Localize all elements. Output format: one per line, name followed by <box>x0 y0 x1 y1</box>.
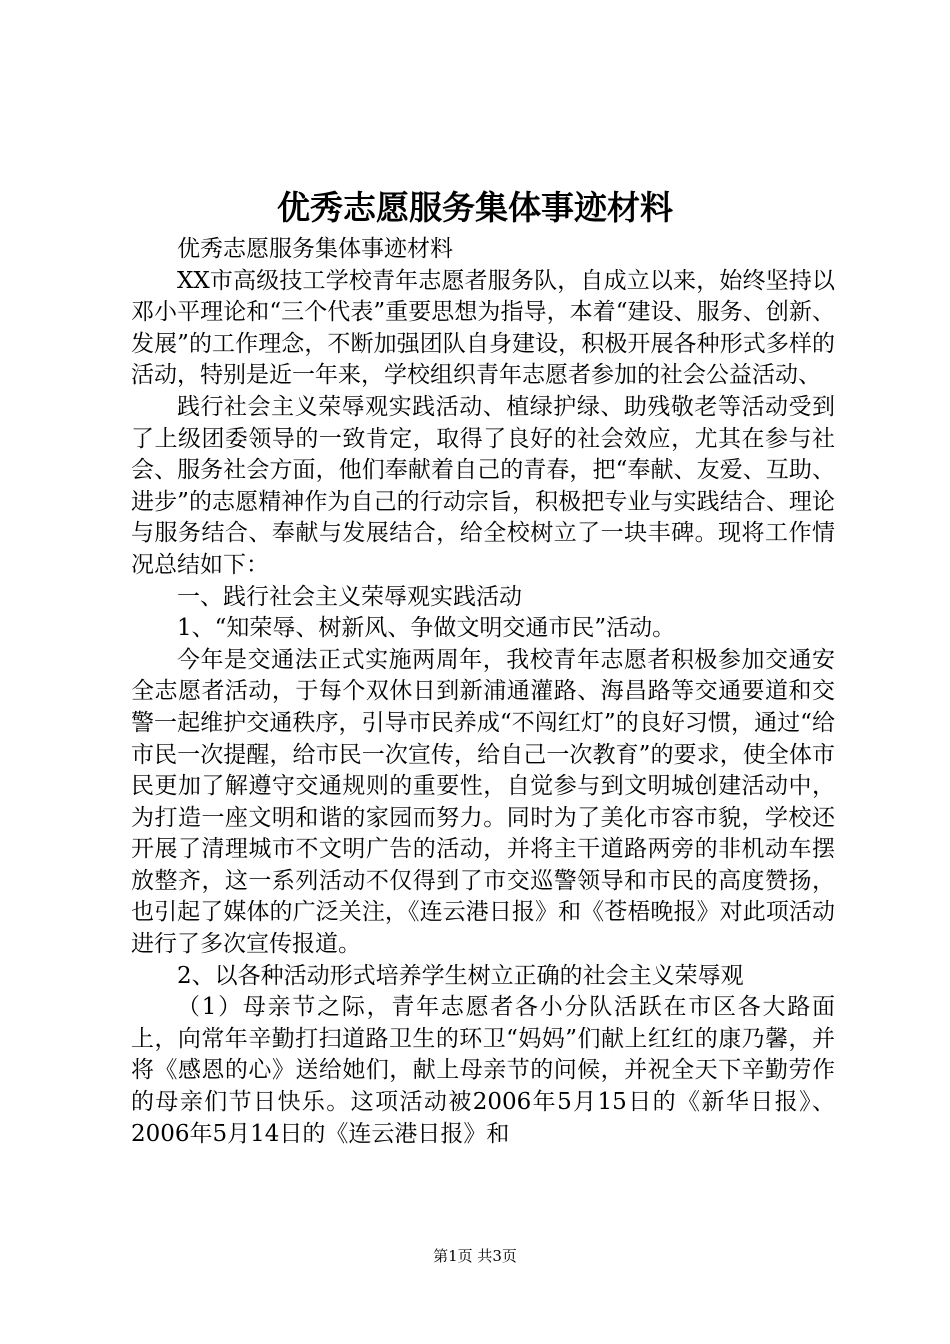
paragraph-mothers-day: （1）母亲节之际，青年志愿者各小分队活跃在市区各大路面上，向常年辛勤打扫道路卫生的环卫“妈妈”们献上红红的康乃馨，并将《感恩的心》送给她们，献上母亲节的问候，并祝全天下辛勤劳作的母亲们节日快乐。这项活动被2006年5月15日的《新华日报》、2006年5月14日的《连云港日报》和 <box>131 994 835 1147</box>
subsection-heading-1: 1、“知荣辱、树新风、争做文明交通市民”活动。 <box>177 615 676 642</box>
paragraph-intro: XX市高级技工学校青年志愿者服务队，自成立以来，始终坚持以邓小平理论和“三个代表”重要思想为指导，本着“建设、服务、创新、发展”的工作理念，不断加强团队自身建设，积极开展各种形式多样的活动，特别是近一年来，学校组织青年志愿者参加的社会公益活动、 <box>131 267 835 389</box>
paragraph-traffic-activity: 今年是交通法正式实施两周年，我校青年志愿者积极参加交通安全志愿者活动，于每个双休日到新浦通灌路、海昌路等交通要道和交警一起维护交通秩序，引导市民养成“不闯红灯”的良好习惯，通过“给市民一次提醒，给市民一次宣传，给自己一次教育”的要求，使全体市民更加了解遵守交通规则的重要性，自觉参与到文明城创建活动中，为打造一座文明和谐的家园而努力。同时为了美化市容市貌，学校还开展了清理城市不文明广告的活动，并将主干道路两旁的非机动车摆放整齐，这一系列活动不仅得到了市交巡警领导和市民的高度赞扬，也引起了媒体的广泛关注，《连云港日报》和《苍梧晚报》对此项活动进行了多次宣传报道。 <box>131 646 835 958</box>
page-number-footer: 第1页 共3页 <box>433 1247 517 1265</box>
document-title: 优秀志愿服务集体事迹材料 <box>277 188 673 227</box>
subsection-heading-2: 2、以各种活动形式培养学生树立正确的社会主义荣辱观 <box>177 962 744 989</box>
document-body <box>131 234 835 1150</box>
section-heading-1: 一、践行社会主义荣辱观实践活动 <box>177 583 522 610</box>
paragraph-subtitle: 优秀志愿服务集体事迹材料 <box>177 236 453 262</box>
paragraph-achievements: 践行社会主义荣辱观实践活动、植绿护绿、助残敬老等活动受到了上级团委领导的一致肯定，取得了良好的社会效应，尤其在参与社会、服务社会方面，他们奉献着自己的青春，把“奉献、友爱、互助、进步”的志愿精神作为自己的行动宗旨，积极把专业与实践结合、理论与服务结合、奉献与发展结合，给全校树立了一块丰碑。现将工作情况总结如下： <box>131 393 835 578</box>
